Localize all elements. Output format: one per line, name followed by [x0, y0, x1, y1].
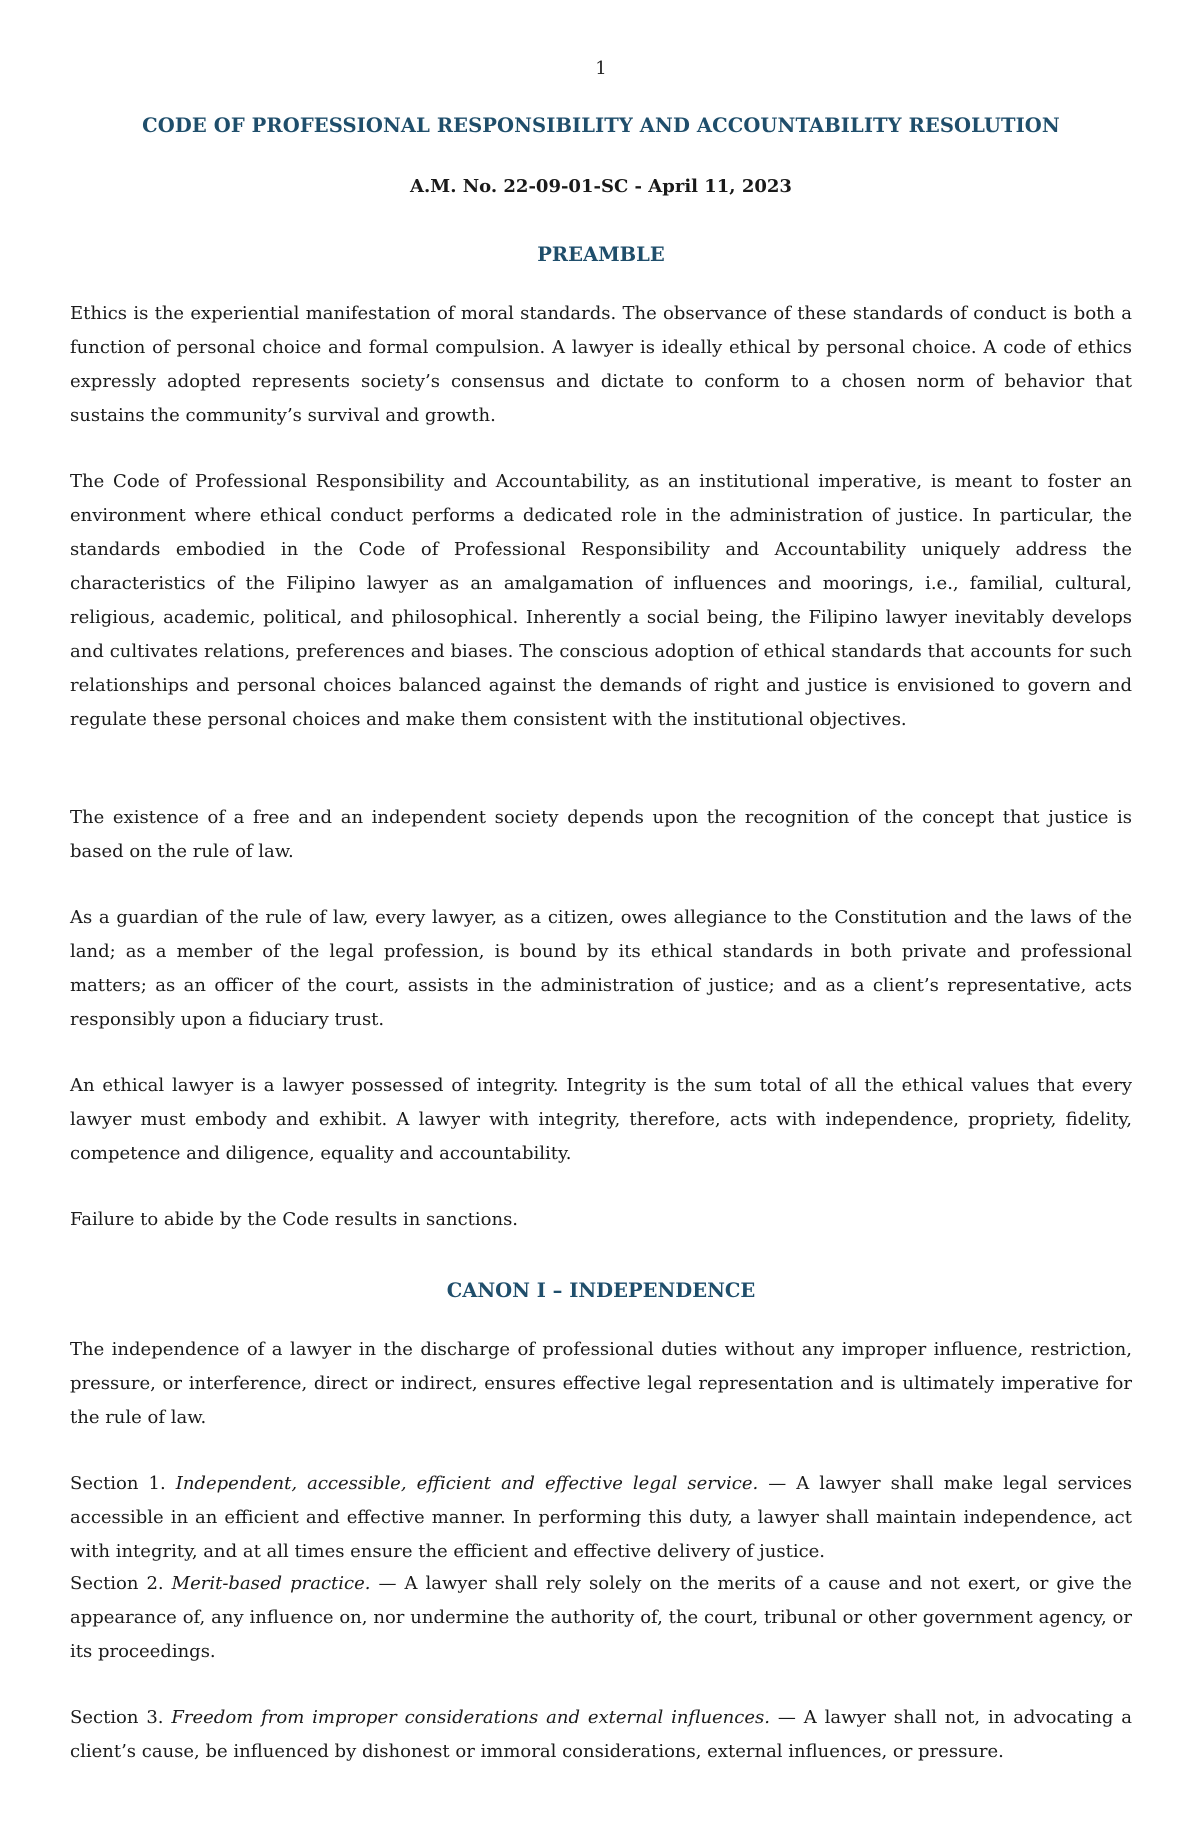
- page-number: 1: [595, 58, 607, 79]
- preamble-paragraph-6: Failure to abide by the Code results in sanctions.: [70, 1209, 519, 1230]
- section-3-title: Freedom from improper considerations and external influences.: [171, 1707, 770, 1728]
- section-1-text: — A lawyer shall make legal services accessible in an efficient and effective manner. In performing this duty, a lawyer shall maintain independence, act with integrity, and at all times ensure the efficient and effective delivery of justice.: [70, 1473, 1132, 1562]
- canon-1-intro: The independence of a lawyer in the discharge of professional duties without any improper influence, restriction, pressure, or interference, direct or indirect, ensures effective legal representation and is ultimately imperative for the rule of law.: [70, 1339, 1132, 1428]
- section-3-label: Section 3.: [70, 1707, 164, 1728]
- section-3-text: — A lawyer shall not, in advocating a client’s cause, be influenced by dishonest or immoral considerations, external influences, or pressure.: [70, 1707, 1132, 1762]
- section-1: [70, 1467, 1132, 1569]
- document-title: CODE OF PROFESSIONAL RESPONSIBILITY AND ACCOUNTABILITY RESOLUTION: [142, 114, 1060, 137]
- preamble-paragraph-1: Ethics is the experiential manifestation of moral standards. The observance of these standards of conduct is both a function of personal choice and formal compulsion. A lawyer is ideally ethical by personal choice. A code of ethics expressly adopted represents society’s consensus and dictate to conform to a chosen norm of behavior that sustains the community’s survival and growth.: [70, 303, 1132, 426]
- preamble-paragraph-2: The Code of Professional Responsibility and Accountability, as an institutional imperative, is meant to foster an environment where ethical conduct performs a dedicated role in the administration of justice. In particular, the standards embodied in the Code of Professional Responsibility and Accountability uniquely address the characteristics of the Filipino lawyer as an amalgamation of influences and moorings, i.e., familial, cultural, religious, academic, political, and philosophical. Inherently a social being, the Filipino lawyer inevitably develops and cultivates relations, preferences and biases. The conscious adoption of ethical standards that accounts for such relationships and personal choices balanced against the demands of right and justice is envisioned to govern and regulate these personal choices and make them consistent with the institutional objectives.: [70, 471, 1132, 730]
- canon-1-heading: CANON I – INDEPENDENCE: [446, 1279, 756, 1302]
- section-1-title: Independent, accessible, efficient and effective legal service.: [175, 1473, 759, 1494]
- preamble-paragraph-5: An ethical lawyer is a lawyer possessed of integrity. Integrity is the sum total of all the ethical values that every lawyer must embody and exhibit. A lawyer with integrity, therefore, acts with independence, propriety, fidelity, competence and diligence, equality and accountability.: [70, 1075, 1132, 1164]
- section-2: [70, 1567, 1132, 1669]
- preamble-heading: PREAMBLE: [537, 243, 665, 266]
- document-reference: A.M. No. 22-09-01-SC - April 11, 2023: [410, 176, 792, 197]
- section-2-title: Merit-based practice.: [171, 1573, 371, 1594]
- section-2-text: — A lawyer shall rely solely on the merits of a cause and not exert, or give the appearance of, any influence on, nor undermine the authority of, the court, tribunal or other government agency, or its proceedings.: [70, 1573, 1132, 1662]
- preamble-paragraph-3: The existence of a free and an independent society depends upon the recognition of the concept that justice is based on the rule of law.: [70, 807, 1132, 862]
- section-2-label: Section 2.: [70, 1573, 164, 1594]
- section-1-label: Section 1.: [70, 1473, 166, 1494]
- section-3: [70, 1701, 1132, 1769]
- preamble-paragraph-4: As a guardian of the rule of law, every lawyer, as a citizen, owes allegiance to the Constitution and the laws of the land; as a member of the legal profession, is bound by its ethical standards in both private and professional matters; as an officer of the court, assists in the administration of justice; and as a client’s representative, acts responsibly upon a fiduciary trust.: [70, 907, 1132, 1030]
